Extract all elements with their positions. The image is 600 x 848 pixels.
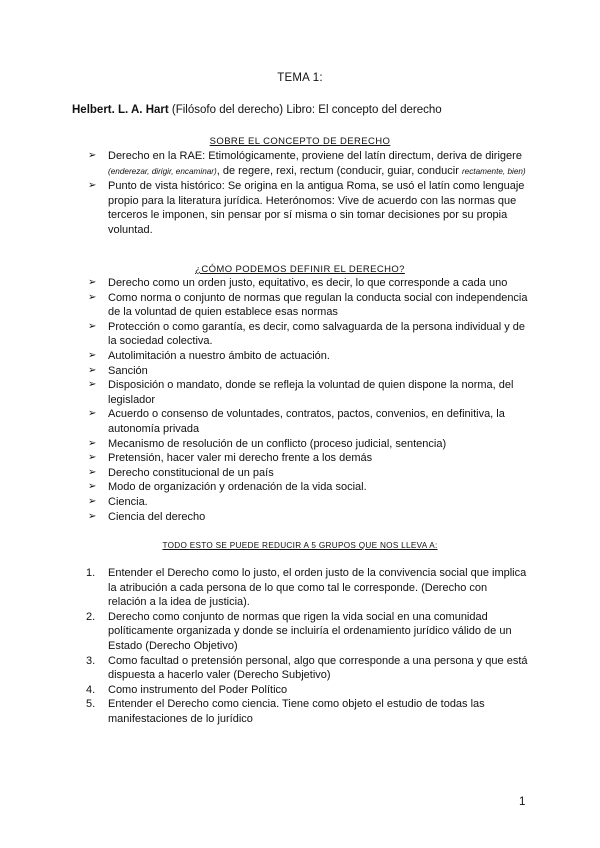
item-text: Autolimitación a nuestro ámbito de actuación. [108, 349, 330, 362]
item-text: Ciencia del derecho [108, 510, 206, 523]
item-note: (enderezar, dirigir, encaminar) [108, 166, 217, 176]
list-item [88, 149, 528, 179]
list-item [88, 349, 528, 364]
arrow-bullet-icon: ➢ [88, 277, 97, 288]
arrow-bullet-icon: ➢ [88, 437, 97, 449]
list-item [88, 179, 528, 237]
section-heading-definition: ¿CÓMO PODEMOS DEFINIR EL DERECHO? [195, 264, 405, 275]
author-name: Helbert. L. A. Hart [72, 104, 169, 116]
concept-list [88, 149, 528, 238]
arrow-bullet-icon: ➢ [88, 510, 97, 522]
item-text: Derecho como conjunto de normas que rigen la vida social en una comunidad políticamente organizada y donde se incluiría el ordenamiento jurídico válido de un Estado (Derecho Objetivo) [108, 610, 512, 652]
item-text: Protección o como garantía, es decir, como salvaguarda de la persona individual y de la sociedad colectiva. [108, 320, 526, 348]
item-text: Como instrumento del Poder Político [108, 683, 288, 696]
list-item [86, 683, 528, 698]
list-item [86, 654, 528, 683]
item-text: Como norma o conjunto de normas que regulan la conducta social con independencia de la voluntad de quien establece esas normas [108, 291, 528, 319]
item-text: Entender el Derecho como lo justo, el orden justo de la convivencia social que implica la atribución a cada persona de lo que como tal le corresponde. (Derecho con relación a la idea de justicia). [108, 567, 527, 609]
list-item [88, 495, 528, 510]
item-number: 5. [86, 698, 96, 711]
item-text: Derecho en la RAE: Etimológicamente, proviene del latín directum, deriva de dirigere [108, 150, 522, 162]
groups-list [86, 566, 528, 727]
item-text: Derecho como un orden justo, equitativo, es decir, lo que corresponde a cada uno [108, 277, 508, 289]
item-note: rectamente, bien) [461, 166, 526, 176]
arrow-bullet-icon: ➢ [88, 481, 97, 493]
author-line [72, 104, 552, 116]
list-item [88, 276, 528, 291]
arrow-bullet-icon: ➢ [88, 364, 97, 376]
list-item [86, 610, 528, 654]
item-text: Ciencia. [108, 495, 148, 508]
arrow-bullet-icon: ➢ [88, 408, 97, 420]
arrow-bullet-icon: ➢ [88, 495, 97, 507]
page-number: 1 [519, 796, 526, 808]
item-text: Modo de organización y ordenación de la vida social. [108, 481, 367, 494]
item-text: Entender el Derecho como ciencia. Tiene como objeto el estudio de todas las manifestaciones de lo jurídico [108, 698, 485, 725]
arrow-bullet-icon: ➢ [88, 180, 97, 192]
arrow-bullet-icon: ➢ [88, 150, 97, 161]
document-title: TEMA 1: [277, 72, 323, 84]
item-text: Disposición o mandato, donde se refleja la voluntad de quien dispone la norma, del legislador [108, 379, 514, 406]
item-text: Pretensión, hacer valer mi derecho frente a los demás [108, 452, 373, 465]
arrow-bullet-icon: ➢ [88, 466, 97, 478]
item-number: 1. [86, 567, 96, 579]
list-item [88, 320, 528, 349]
arrow-bullet-icon: ➢ [88, 320, 97, 332]
author-description: (Filósofo del derecho) Libro: El concepto del derecho [168, 104, 442, 116]
item-text: Acuerdo o consenso de voluntades, contratos, pactos, convenios, en definitiva, la autonomía privada [108, 408, 505, 435]
list-item [88, 480, 528, 495]
list-item [86, 566, 528, 610]
definition-list [88, 276, 528, 524]
list-item [88, 466, 528, 481]
arrow-bullet-icon: ➢ [88, 349, 97, 361]
list-item [86, 697, 528, 726]
arrow-bullet-icon: ➢ [88, 291, 97, 303]
list-item [88, 407, 528, 436]
list-item [88, 291, 528, 320]
item-number: 3. [86, 654, 96, 667]
list-item [88, 364, 528, 379]
item-number: 4. [86, 683, 96, 696]
list-item [88, 378, 528, 407]
section-heading-groups: TODO ESTO SE PUEDE REDUCIR A 5 GRUPOS QUE NOS LLEVA A: [162, 541, 438, 550]
section-heading-concept: SOBRE EL CONCEPTO DE DERECHO [209, 136, 391, 147]
list-item [88, 437, 528, 452]
item-text: Sanción [108, 364, 148, 377]
arrow-bullet-icon: ➢ [88, 379, 97, 391]
item-text: , de regere, rexi, rectum (conducir, guiar, conducir [216, 164, 462, 177]
item-text: Como facultad o pretensión personal, algo que corresponde a una persona y que está dispuesta a hacerlo valer (Derecho Subjetivo) [108, 654, 528, 682]
item-text: Derecho constitucional de un país [108, 466, 274, 479]
arrow-bullet-icon: ➢ [88, 452, 97, 464]
item-text: Punto de vista histórico: Se origina en la antigua Roma, se usó el latín como lenguaje propio para la literatura jurídica. Heterónomos: Vive de acuerdo con las normas que terceros le imponen, sin pensar por sí misma o sin tomar decisiones por su propia voluntad. [108, 180, 525, 236]
list-item [88, 510, 528, 525]
item-number: 2. [86, 610, 96, 623]
list-item [88, 451, 528, 466]
item-text: Mecanismo de resolución de un conflicto (proceso judicial, sentencia) [108, 437, 447, 450]
